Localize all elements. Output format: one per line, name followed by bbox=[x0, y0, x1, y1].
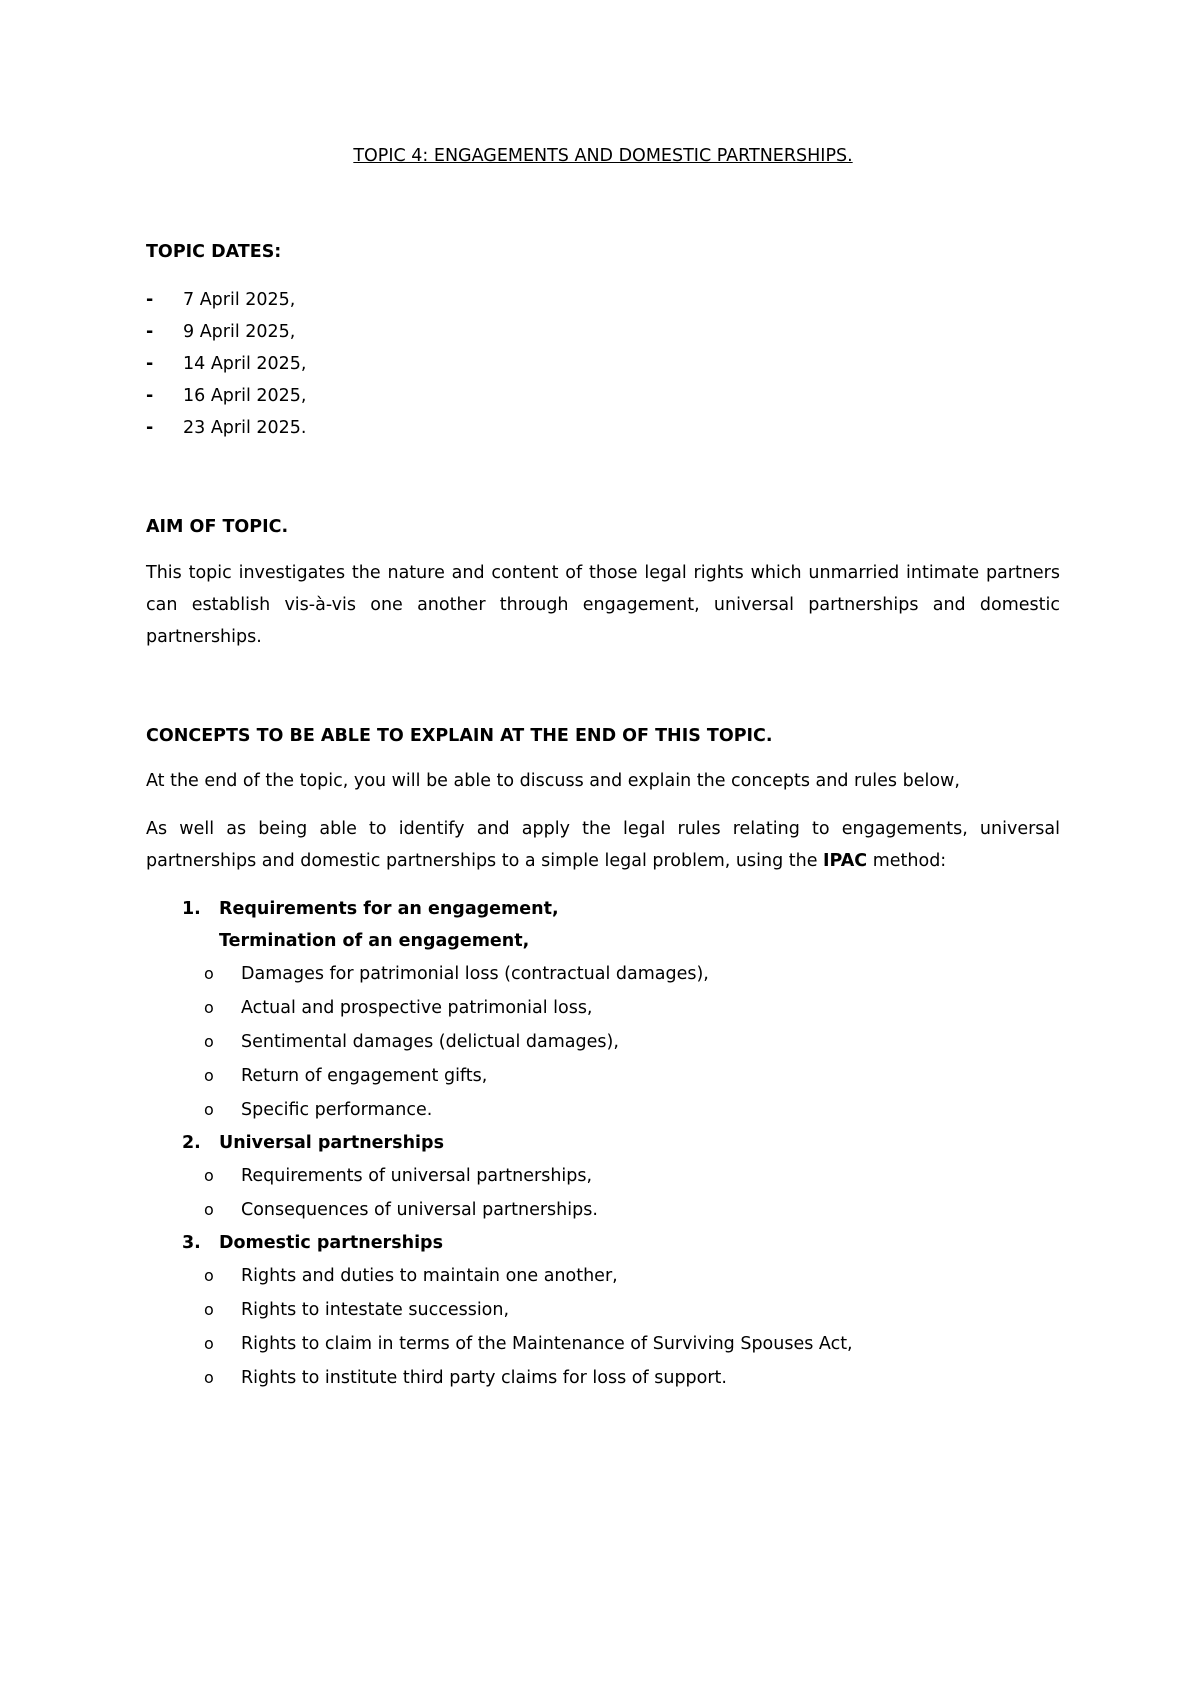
section-2-title bbox=[182, 1131, 444, 1155]
dash-marker: - bbox=[146, 322, 154, 342]
dash-marker: - bbox=[146, 386, 154, 406]
topic-dates-heading: TOPIC DATES: bbox=[146, 242, 282, 262]
aim-paragraph: This topic investigates the nature and content of those legal rights which unmarried intimate partners can establish vis-à-vis one another through engagement, universal partnerships and domestic partnerships. bbox=[146, 563, 1060, 647]
concepts-intro: At the end of the topic, you will be able to discuss and explain the concepts and rules below, bbox=[146, 771, 960, 791]
list-item bbox=[204, 1264, 618, 1288]
bullet-text: Specific performance. bbox=[241, 1100, 433, 1120]
list-item bbox=[204, 1198, 598, 1222]
ipac-term: IPAC bbox=[823, 851, 868, 871]
bullet-marker: o bbox=[204, 998, 214, 1017]
bullet-text: Sentimental damages (delictual damages), bbox=[241, 1032, 619, 1052]
bullet-marker: o bbox=[204, 1200, 214, 1219]
aim-heading: AIM OF TOPIC. bbox=[146, 517, 289, 537]
bullet-marker: o bbox=[204, 964, 214, 983]
section-number: 3. bbox=[182, 1233, 201, 1253]
dash-marker: - bbox=[146, 418, 154, 438]
concepts-heading: CONCEPTS TO BE ABLE TO EXPLAIN AT THE END OF THIS TOPIC. bbox=[146, 726, 773, 746]
document-page bbox=[146, 0, 1060, 1696]
date-text: 7 April 2025, bbox=[183, 290, 296, 310]
list-item bbox=[204, 996, 593, 1020]
bullet-marker: o bbox=[204, 1100, 214, 1119]
bullet-text: Damages for patrimonial loss (contractual damages), bbox=[241, 964, 709, 984]
section-1-subtitle: Termination of an engagement, bbox=[219, 931, 530, 951]
bullet-text: Rights to claim in terms of the Maintenance of Surviving Spouses Act, bbox=[241, 1334, 853, 1354]
list-item bbox=[204, 1332, 853, 1356]
bullet-text: Rights to institute third party claims for loss of support. bbox=[241, 1368, 727, 1388]
list-item bbox=[204, 1366, 727, 1390]
dash-marker: - bbox=[146, 354, 154, 374]
date-text: 9 April 2025, bbox=[183, 322, 296, 342]
paragraph-text: method: bbox=[867, 851, 947, 871]
bullet-marker: o bbox=[204, 1334, 214, 1353]
bullet-marker: o bbox=[204, 1066, 214, 1085]
bullet-marker: o bbox=[204, 1368, 214, 1387]
date-text: 23 April 2025. bbox=[183, 418, 307, 438]
date-text: 16 April 2025, bbox=[183, 386, 307, 406]
bullet-text: Requirements of universal partnerships, bbox=[241, 1166, 593, 1186]
section-3-title bbox=[182, 1231, 443, 1255]
section-number: 2. bbox=[182, 1133, 201, 1153]
dash-marker: - bbox=[146, 290, 154, 310]
list-item bbox=[204, 1030, 619, 1054]
list-item bbox=[204, 962, 709, 986]
concepts-paragraph bbox=[146, 813, 1060, 877]
bullet-marker: o bbox=[204, 1266, 214, 1285]
section-number: 1. bbox=[182, 899, 201, 919]
date-text: 14 April 2025, bbox=[183, 354, 307, 374]
list-item bbox=[204, 1064, 487, 1088]
section-title-text: Domestic partnerships bbox=[219, 1233, 444, 1253]
section-title-text: Requirements for an engagement, bbox=[219, 899, 559, 919]
list-item bbox=[204, 1098, 432, 1122]
list-item bbox=[204, 1298, 509, 1322]
bullet-text: Consequences of universal partnerships. bbox=[241, 1200, 598, 1220]
bullet-text: Return of engagement gifts, bbox=[241, 1066, 488, 1086]
bullet-marker: o bbox=[204, 1300, 214, 1319]
bullet-text: Actual and prospective patrimonial loss, bbox=[241, 998, 593, 1018]
list-item bbox=[204, 1164, 592, 1188]
section-1-title bbox=[182, 897, 559, 921]
section-title-text: Universal partnerships bbox=[219, 1133, 444, 1153]
document-title: TOPIC 4: ENGAGEMENTS AND DOMESTIC PARTNERSHIPS. bbox=[353, 146, 853, 166]
bullet-text: Rights to intestate succession, bbox=[241, 1300, 510, 1320]
paragraph-text: As well as being able to identify and apply the legal rules relating to engagements, universal partnerships and domestic partnerships to a simple legal problem, using the bbox=[146, 819, 1060, 871]
bullet-marker: o bbox=[204, 1166, 214, 1185]
bullet-text: Rights and duties to maintain one another, bbox=[241, 1266, 618, 1286]
bullet-marker: o bbox=[204, 1032, 214, 1051]
